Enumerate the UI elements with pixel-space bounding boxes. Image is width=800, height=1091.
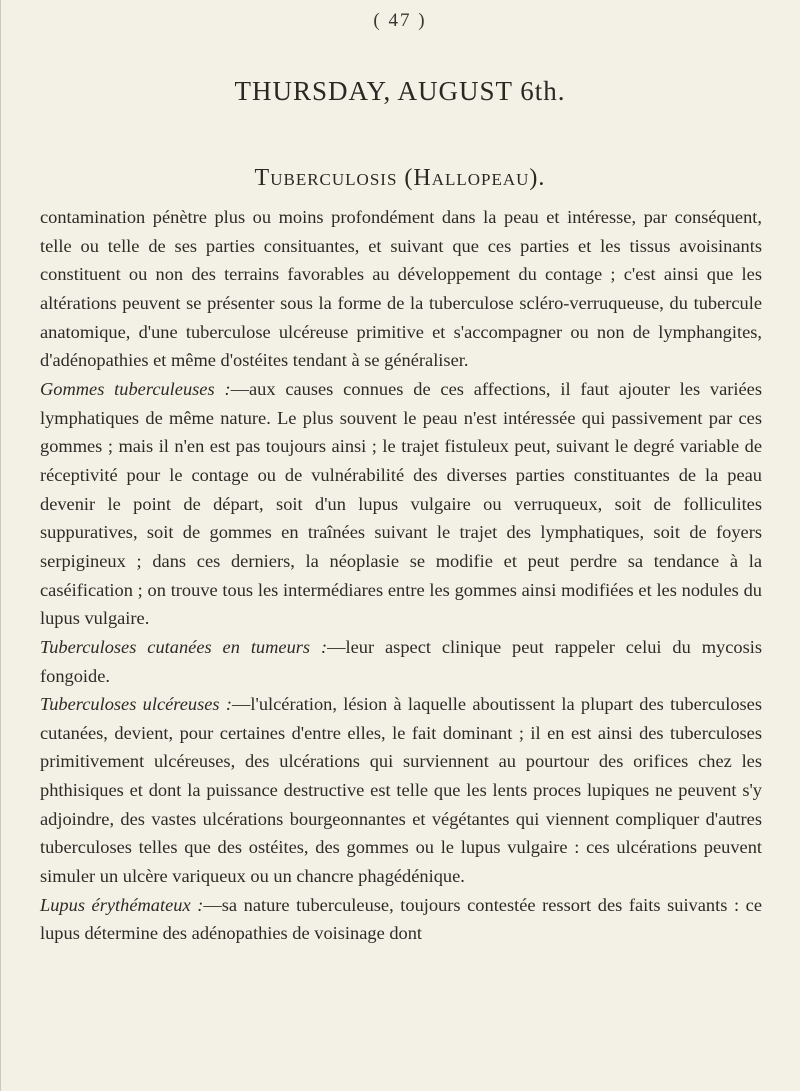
paragraph-term: Tuberculoses ulcéreuses : — [40, 694, 232, 715]
paragraph-term: Tuberculoses cutanées en tumeurs : — [40, 636, 328, 657]
paragraph-ulcereuses — [40, 690, 762, 891]
paragraph-term: Gommes tuberculeuses : — [40, 378, 231, 399]
paragraph-text: —aux causes connues de ces affections, il faut ajouter les variées lymphatiques de même nature. Le plus souvent le peau n'est intéressée qui passivement par ces gommes ; mais il n'en est pas toujours ainsi ; le trajet fistuleux peut, suivant le degré variable de réceptivité pour le contage ou de vulnérabilité des diverses parties constituantes de la peau devenir le point de départ, soit d'un lupus vulgaire ou verruqueux, soit de folliculites suppuratives, soit de gommes en traînées suivant le trajet des lymphatiques, soit de foyers serpigineux ; dans ces derniers, la néoplasie se modifie et peut perdre sa tendance à la caséification ; on trouve tous les intermédiares entre les gommes ainsi modifiées et les nodules du lupus vulgaire. — [40, 378, 762, 629]
page-edge — [0, 0, 1, 1091]
paragraph-text: contamination pénètre plus ou moins profondément dans la peau et intéresse, par conséquent, telle ou telle de ses parties consituantes, et suivant que ces parties et les tissus avoisinants constituent ou non des terrains favorables au développement du contage ; c'est ainsi que les altérations peuvent se présenter sous la forme de la tuberculose scléro-verruqueuse, du tubercule anatomique, d'une tuberculose ulcéreuse primitive et s'accompagner ou non de lymphangites, d'adénopathies et même d'ostéites tendant à se généraliser. — [40, 207, 762, 371]
page-number: ( 47 ) — [373, 10, 427, 31]
day-heading: THURSDAY, AUGUST 6th. — [234, 76, 566, 106]
paragraph-contamination — [40, 203, 762, 375]
paragraph-term: Lupus érythémateux : — [40, 894, 204, 915]
body-text — [40, 203, 762, 948]
paragraph-text: —sa nature tuberculeuse, toujours contestée ressort des faits suivants : ce lupus détermine des adénopathies de voisinage dont — [40, 894, 762, 944]
paragraph-gommes — [40, 375, 762, 633]
paragraph-text: —l'ulcération, lésion à laquelle aboutissent la plupart des tuberculoses cutanées, devient, pour certaines d'entre elles, le fait dominant ; il en est ainsi des tuberculoses primitivement ulcéreuses, des ulcérations qui surviennent au pourtour des orifices chez les phthisiques et dont la puissance destructive est telle que les lents proces lupiques ne peuvent s'y adjoindre, des vastes ulcérations bourgeonnantes et végétantes qui viennent compliquer d'autres tuberculoses telles que des ostéites, des gommes ou le lupus vulgaire : ces ulcérations peuvent simuler un ulcère variqueux ou un chancre phagédénique. — [40, 694, 762, 887]
section-title: Tuberculosis (Hallopeau). — [254, 165, 546, 191]
paragraph-tumeurs — [40, 633, 762, 690]
paragraph-lupus — [40, 891, 762, 948]
paragraph-text: —leur aspect clinique peut rappeler celui du mycosis fongoide. — [40, 636, 762, 686]
